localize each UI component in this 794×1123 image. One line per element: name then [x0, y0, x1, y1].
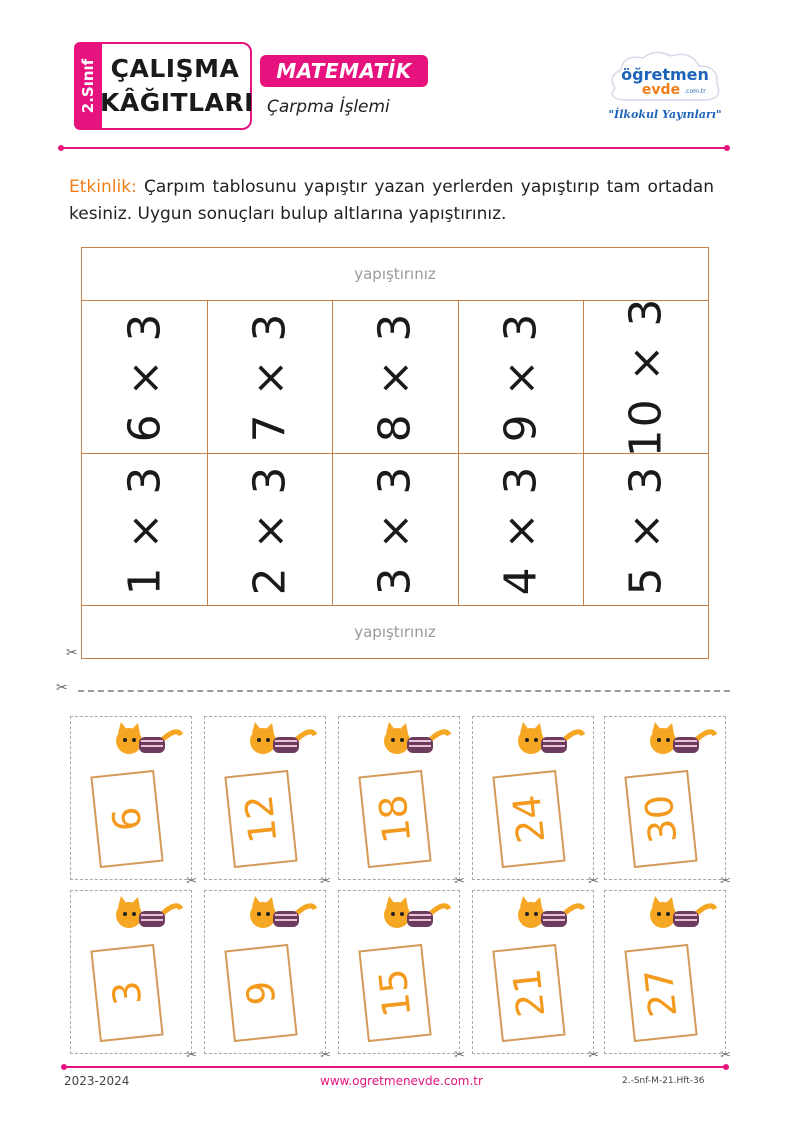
answer-box	[492, 944, 565, 1042]
multiplication-expression: 10 × 3	[620, 296, 671, 458]
glue-strip-bottom: yapıştırınız	[82, 605, 708, 658]
cut-line	[78, 690, 730, 692]
answer-card[interactable]	[472, 716, 599, 889]
table-cell	[82, 300, 207, 454]
table-cell	[583, 296, 708, 458]
logo-tagline: "İlkokul Yayınları"	[608, 108, 722, 121]
answer-card[interactable]	[604, 890, 731, 1063]
answer-card[interactable]	[204, 890, 331, 1063]
table-cell	[207, 300, 332, 454]
subject-badge	[260, 55, 428, 87]
answer-card[interactable]	[70, 716, 197, 889]
multiplication-table	[81, 247, 709, 659]
answer-card[interactable]	[338, 890, 465, 1063]
answer-box	[624, 770, 697, 868]
multiplication-expression: 4 × 3	[495, 464, 546, 596]
multiplication-expression: 3 × 3	[369, 464, 420, 596]
instructions-text: Çarpım tablosunu yapıştır yazan yerlerden yapıştırıp tam ortadan kesiniz. Uygun sonuçları bulup altlarına yapıştırınız.	[69, 177, 714, 224]
title-line-2: KÂĞITLARI	[100, 88, 254, 117]
divider-dot	[724, 145, 730, 151]
table-cell	[82, 453, 207, 607]
scissors-icon: ✂	[56, 680, 68, 696]
answer-number: 30	[636, 792, 686, 846]
answer-box	[90, 770, 163, 868]
answer-card[interactable]	[70, 890, 197, 1063]
divider-dot	[61, 1064, 67, 1070]
scissors-icon: ✂	[66, 645, 78, 661]
logo-name-part2: evde	[641, 82, 681, 98]
table-cell	[458, 453, 583, 607]
answer-box	[358, 944, 431, 1042]
answer-number: 21	[504, 966, 554, 1020]
scissors-icon: ✂	[720, 1048, 731, 1063]
scissors-icon: ✂	[186, 1048, 197, 1063]
answer-card[interactable]	[604, 716, 731, 889]
answer-box	[492, 770, 565, 868]
answer-number: 24	[504, 792, 554, 846]
scissors-icon: ✂	[454, 1048, 465, 1063]
subject-label: MATEMATİK	[276, 59, 412, 83]
answer-card[interactable]	[472, 890, 599, 1063]
scissors-icon: ✂	[320, 874, 331, 889]
multiplication-expression: 6 × 3	[119, 311, 170, 443]
answer-box	[624, 944, 697, 1042]
multiplication-expression: 2 × 3	[244, 464, 295, 596]
table-cell	[207, 453, 332, 607]
instructions-lead: Etkinlik:	[69, 177, 137, 197]
table-cell	[458, 300, 583, 454]
answer-box	[358, 770, 431, 868]
answer-number: 18	[370, 792, 420, 846]
footer-code: 2.-Snf-M-21.Hft-36	[622, 1076, 705, 1086]
answer-number: 12	[236, 792, 286, 846]
title-line-1: ÇALIŞMA	[110, 54, 240, 83]
multiplication-expression: 1 × 3	[119, 464, 170, 596]
grade-tab	[74, 42, 102, 130]
scissors-icon: ✂	[588, 1048, 599, 1063]
glue-strip-top: yapıştırınız	[82, 248, 708, 301]
publisher-logo	[605, 48, 725, 126]
multiplication-expression: 8 × 3	[369, 311, 420, 443]
answer-card[interactable]	[338, 716, 465, 889]
scissors-icon: ✂	[720, 874, 731, 889]
logo-domain: .com.tr	[684, 88, 706, 95]
divider-dot	[58, 145, 64, 151]
table-cell	[332, 300, 457, 454]
answer-card[interactable]	[204, 716, 331, 889]
scissors-icon: ✂	[186, 874, 197, 889]
answer-number: 27	[636, 966, 686, 1020]
topic-label: Çarpma İşlemi	[267, 97, 390, 117]
scissors-icon: ✂	[588, 874, 599, 889]
grade-label: 2.Sınıf	[79, 58, 97, 114]
answer-box	[224, 944, 297, 1042]
footer-year: 2023-2024	[64, 1074, 130, 1088]
answer-number: 6	[103, 804, 151, 834]
answer-number: 9	[237, 978, 285, 1008]
footer-divider	[63, 1066, 725, 1068]
answer-box	[224, 770, 297, 868]
multiplication-expression: 7 × 3	[244, 311, 295, 443]
divider-dot	[723, 1064, 729, 1070]
header-divider	[60, 147, 726, 149]
scissors-icon: ✂	[454, 874, 465, 889]
worksheet-title	[100, 42, 252, 130]
footer-url[interactable]: www.ogretmenevde.com.tr	[320, 1074, 483, 1088]
logo-name-part1: öğretmen	[621, 65, 709, 84]
multiplication-expression: 9 × 3	[495, 311, 546, 443]
answer-number: 3	[103, 978, 151, 1008]
answer-box	[90, 944, 163, 1042]
multiplication-expression: 5 × 3	[620, 464, 671, 596]
scissors-icon: ✂	[320, 1048, 331, 1063]
table-cell	[583, 453, 708, 607]
answer-number: 15	[370, 966, 420, 1020]
table-cell	[332, 453, 457, 607]
instructions	[69, 174, 714, 228]
